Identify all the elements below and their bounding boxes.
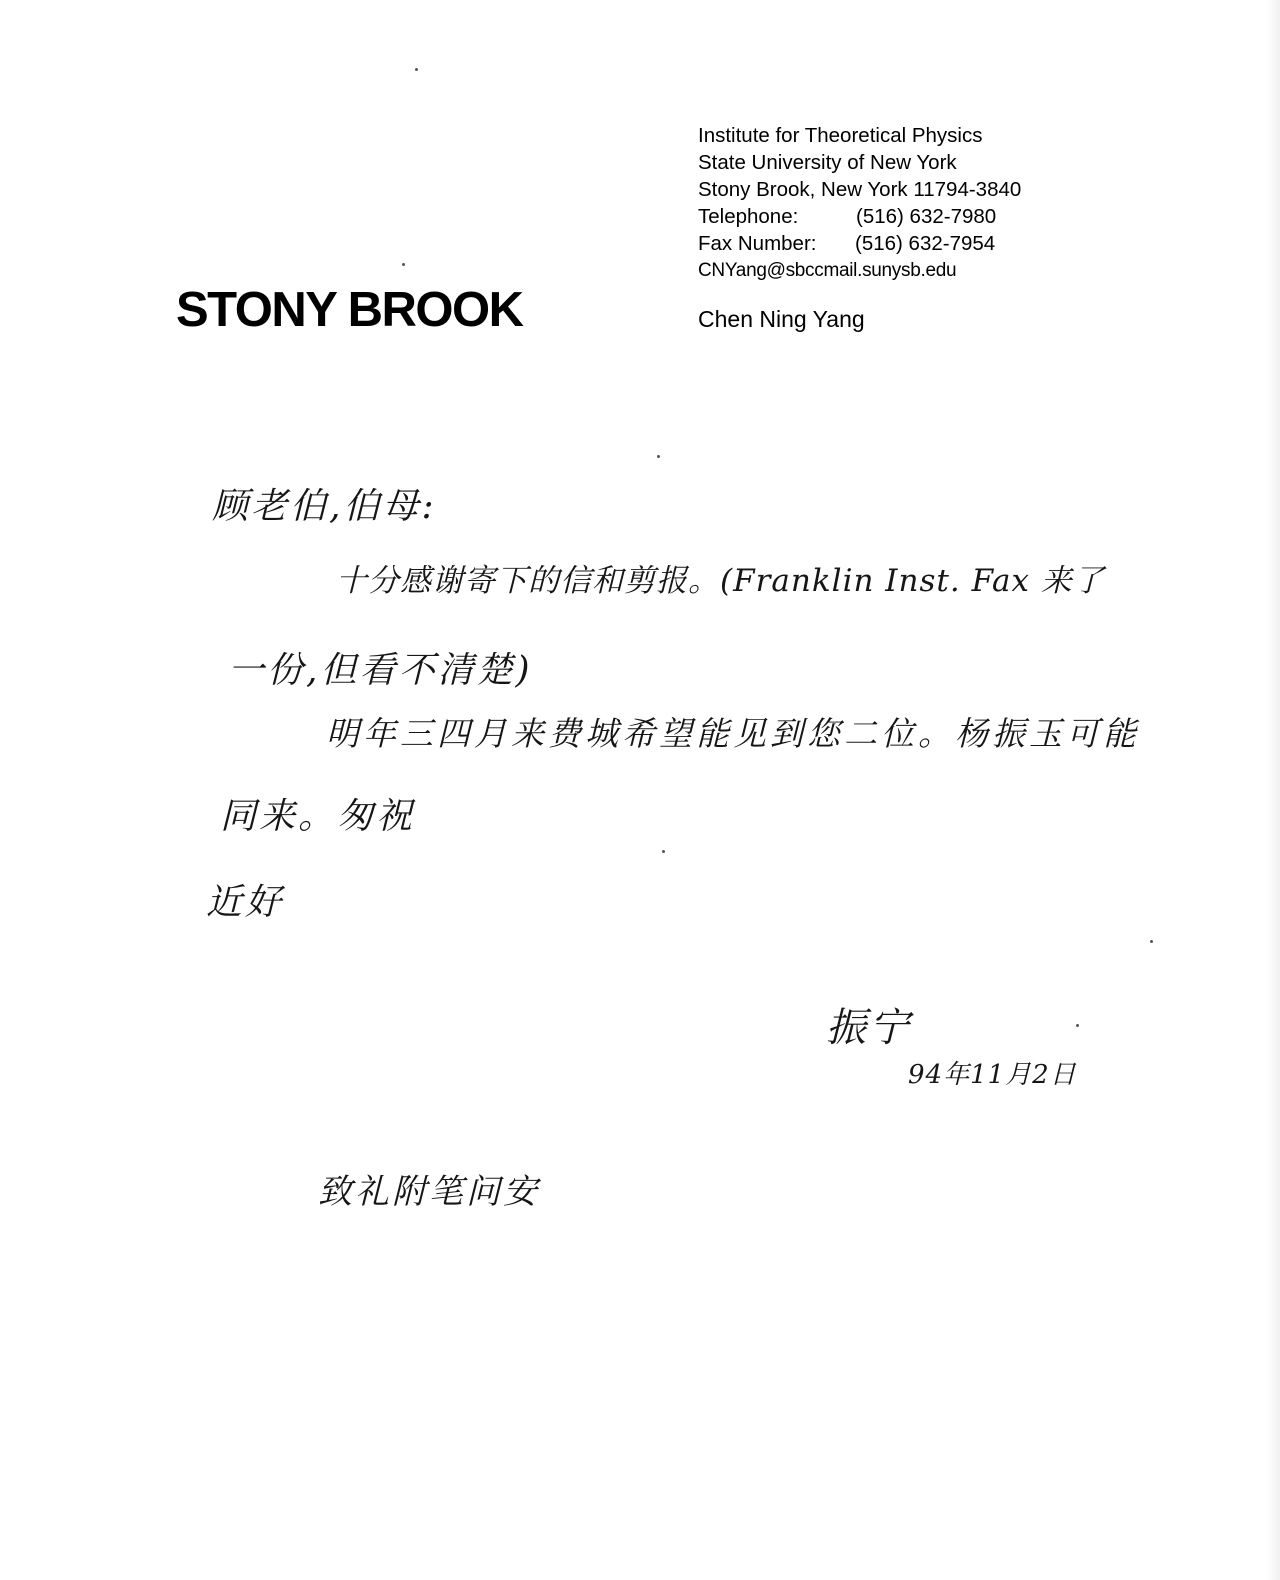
sender-name: Chen Ning Yang xyxy=(698,306,865,332)
scan-speck xyxy=(1150,940,1153,943)
telephone-line xyxy=(698,203,1021,230)
salutation: 顾老伯,伯母: xyxy=(212,486,437,527)
telephone-label: Telephone: xyxy=(698,205,799,228)
telephone-number: (516) 632-7980 xyxy=(856,205,997,228)
closing: 近好 xyxy=(206,882,285,923)
scan-speck xyxy=(402,263,405,266)
fax-line xyxy=(698,230,1021,257)
fax-number: (516) 632-7954 xyxy=(855,232,996,255)
scan-speck xyxy=(415,68,418,71)
letter-line-2: 一份,但看不清楚) xyxy=(228,650,533,691)
letterhead-address xyxy=(698,122,1021,333)
scan-edge xyxy=(1266,0,1280,1580)
letter-line-4: 同来。匆祝 xyxy=(220,796,416,837)
letter-date: 94年11月2日 xyxy=(908,1060,1077,1090)
letter-line-3: 明年三四月来费城希望能见到您二位。杨振玉可能 xyxy=(326,714,1140,753)
university-line: State University of New York xyxy=(698,151,957,174)
scan-speck xyxy=(1076,1024,1079,1027)
signature: 振宁 xyxy=(826,1005,912,1051)
postscript: 致礼附笔问安 xyxy=(318,1172,540,1212)
city-line: Stony Brook, New York 11794-3840 xyxy=(698,178,1022,201)
institute-line: Institute for Theoretical Physics xyxy=(698,124,983,147)
scan-speck xyxy=(662,850,665,853)
email-address: CNYang@sbccmail.sunysb.edu xyxy=(698,260,957,281)
fax-label: Fax Number: xyxy=(698,232,817,255)
scan-speck xyxy=(657,455,660,458)
stony-brook-logo: STONY BROOK xyxy=(176,283,523,337)
letter-line-1: 十分感谢寄下的信和剪报。(Franklin Inst. Fax 来了 xyxy=(336,563,1105,599)
